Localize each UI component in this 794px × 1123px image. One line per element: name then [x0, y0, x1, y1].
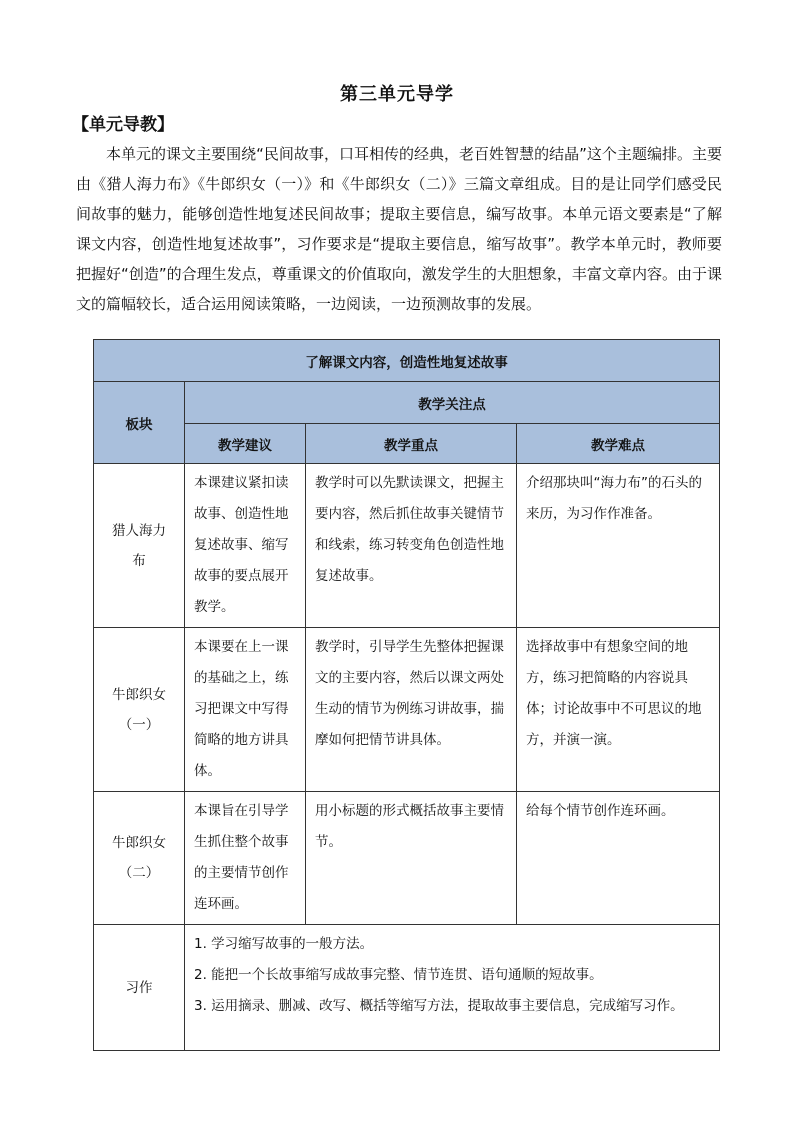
- row-name: [94, 628, 185, 792]
- page-title: 第三单元导学: [340, 84, 454, 105]
- writing-item: 2. 能把一个长故事缩写成故事完整、情节连贯、语句通顺的短故事。: [194, 967, 603, 983]
- row-difficult: 选择故事中有想象空间的地方，练习把简略的内容说具体；讨论故事中不可思议的地方，并演一演。: [517, 628, 720, 792]
- writing-items: [185, 925, 720, 1051]
- row-key: 教学时，引导学生先整体把握课文的主要内容，然后以课文两处生动的情节为例练习讲故事，揣摩如何把情节讲具体。: [306, 628, 517, 792]
- row-difficult: 给每个情节创作连环画。: [517, 792, 720, 925]
- section-heading: 【单元导教】: [72, 115, 174, 135]
- row-name-line: （一）: [118, 716, 160, 733]
- header-focus: 教学关注点: [185, 382, 720, 424]
- writing-item: 1. 学习缩写故事的一般方法。: [194, 936, 374, 952]
- row-name-line: 牛郎织女: [112, 686, 166, 703]
- header-suggest: 教学建议: [185, 424, 306, 464]
- header-block: 板块: [94, 382, 185, 464]
- table-row: [94, 628, 720, 792]
- row-suggest: 本课旨在引导学生抓住整个故事的主要情节创作连环画。: [185, 792, 306, 925]
- row-key: 教学时可以先默读课文，把握主要内容，然后抓住故事关键情节和线索，练习转变角色创造性地复述故事。: [306, 464, 517, 628]
- row-name-line: 牛郎织女: [112, 835, 166, 851]
- header-key: 教学重点: [306, 424, 517, 464]
- writing-item: 3. 运用摘录、删减、改写、概括等缩写方法，提取故事主要信息，完成缩写习作。: [194, 998, 684, 1014]
- row-suggest: 本课建议紧扣读故事、创造性地复述故事、缩写故事的要点展开教学。: [185, 464, 306, 628]
- row-suggest: 本课要在上一课的基础之上，练习把课文中写得简略的地方讲具体。: [185, 628, 306, 792]
- row-name: [94, 464, 185, 628]
- row-difficult: 介绍那块叫“海力布”的石头的来历，为习作作准备。: [517, 464, 720, 628]
- table-caption: 了解课文内容，创造性地复述故事: [94, 340, 720, 382]
- row-key: 用小标题的形式概括故事主要情节。: [306, 792, 517, 925]
- table-subheader-row: [94, 424, 720, 464]
- table-row: [94, 464, 720, 628]
- table-row: [94, 792, 720, 925]
- table-row-writing: [94, 925, 720, 1051]
- table-header-row: [94, 382, 720, 424]
- teaching-guide-table: [93, 339, 720, 1051]
- intro-paragraph: 本单元的课文主要围绕“民间故事，口耳相传的经典，老百姓智慧的结晶”这个主题编排。主要由《猎人海力布》《牛郎织女（一）》和《牛郎织女（二）》三篇文章组成。目的是让同学们感受民间故事的魅力，能够创造性地复述民间故事；提取主要信息，编写故事。本单元语文要素是“了解课文内容，创造性地复述故事”，习作要求是“提取主要信息，缩写故事”。教学本单元时，教师要把握好“创造”的合理生发点，尊重课文的价值取向，激发学生的大胆想象，丰富文章内容。由于课文的篇幅较长，适合运用阅读策略，一边阅读，一边预测故事的发展。: [76, 145, 722, 313]
- header-difficult: 教学难点: [517, 424, 720, 464]
- row-name-line: 布: [132, 552, 146, 569]
- row-name: [94, 792, 185, 925]
- writing-name: 习作: [94, 925, 185, 1051]
- row-name-line: 猎人海力: [112, 522, 166, 539]
- row-name-line: （二）: [118, 865, 160, 881]
- table-caption-row: [94, 340, 720, 382]
